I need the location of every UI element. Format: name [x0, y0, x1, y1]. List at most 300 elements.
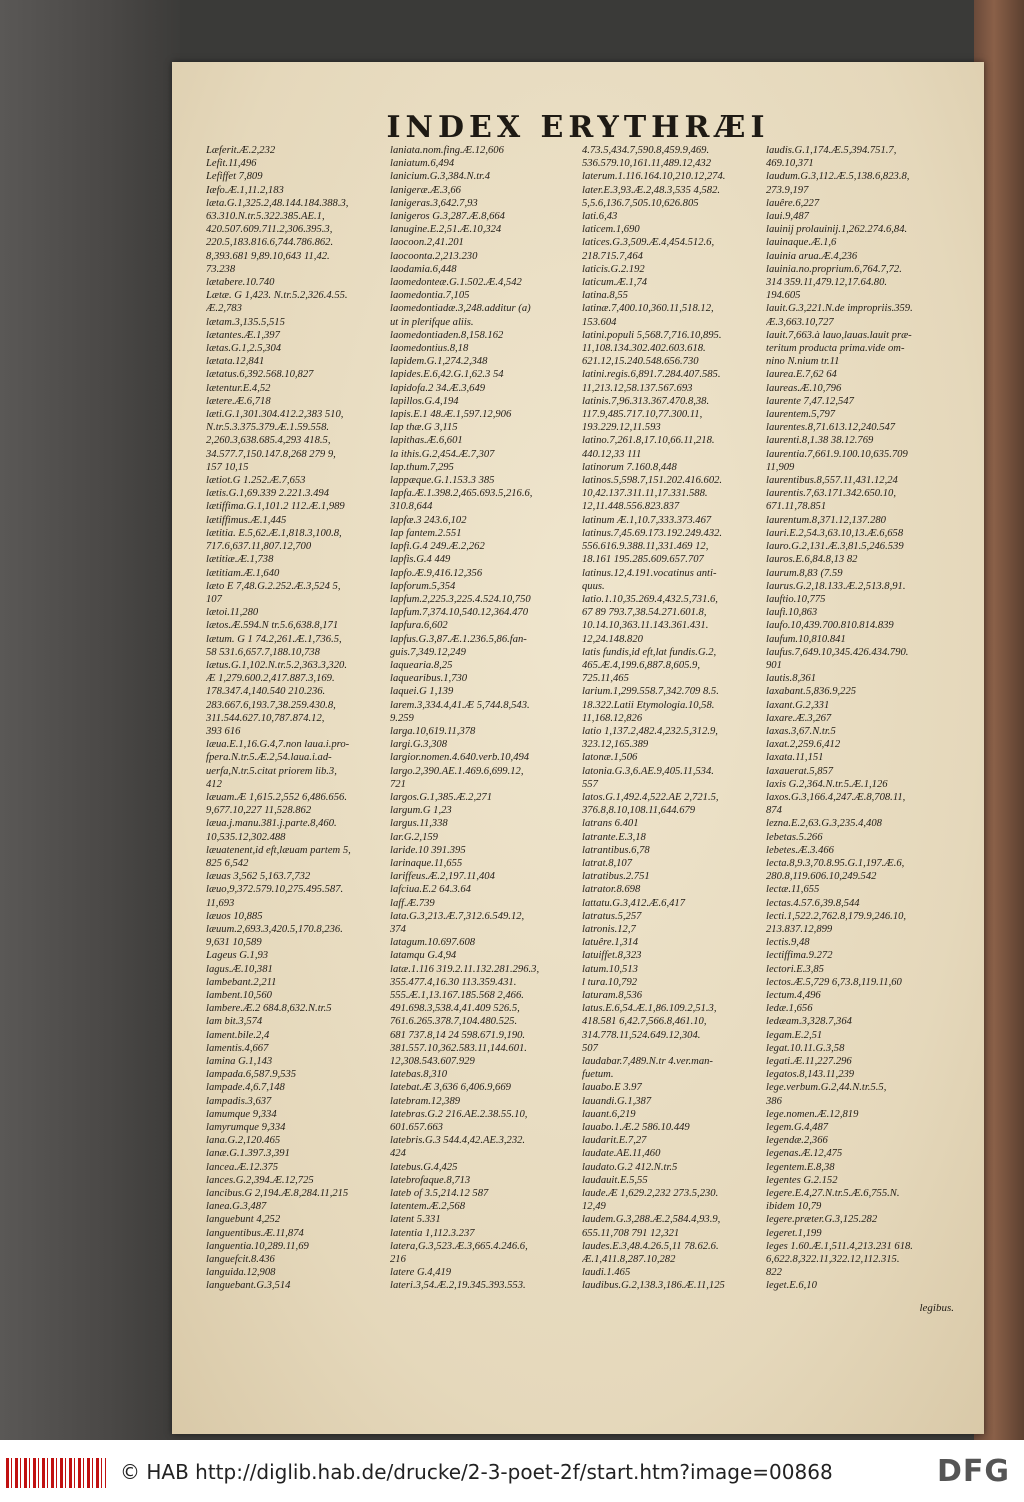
- index-entry: Æ.2,783: [206, 303, 242, 315]
- index-entry: 117.9,485.717.10,77.300.11,: [582, 409, 703, 421]
- index-entry: latis fundis,id eft,lat fundis.G.2,: [582, 646, 717, 658]
- index-entry: laudum.G.3,112.Æ.5,138.6,823.8,: [766, 171, 910, 183]
- index-entry: legam.E.2,51: [766, 1029, 823, 1041]
- index-entry: quus.: [582, 580, 605, 592]
- index-entry: laquei.G 1,139: [390, 686, 454, 698]
- index-entry: lauftio.10,775: [766, 593, 826, 605]
- index-entry: Læferit.Æ.2,232: [206, 145, 276, 156]
- index-entry: leget.E.6,10: [766, 1280, 817, 1292]
- index-entry: legentem.E.8,38: [766, 1161, 835, 1173]
- index-entry: lætum. G 1 74.2,261.Æ.1,736.5,: [206, 633, 342, 645]
- index-entry: lateb of 3.5,214.12 587: [390, 1188, 489, 1200]
- index-entry: laureas.Æ.10,796: [766, 382, 842, 394]
- index-entry: laudis.G.1,174.Æ.5,394.751.7,: [766, 145, 897, 156]
- index-entry: laurus.G.2,18.133.Æ.2,513.8,91.: [766, 580, 906, 592]
- index-entry: legatos.8,143.11,239: [766, 1069, 855, 1081]
- index-entry: fpera.N.tr.5.Æ.2,54.laua.i.ad-: [206, 752, 332, 764]
- index-entry: Lageus G.1,93: [206, 950, 269, 962]
- index-entry: latuiffet.8,323: [582, 950, 642, 962]
- index-entry: laudauit.E.5,55: [582, 1174, 648, 1186]
- index-entry: largos.G.1,385.Æ.2,271: [390, 791, 493, 803]
- index-entry: laude.Æ 1,629.2,232 273.5,230.: [582, 1188, 719, 1200]
- index-entry: laxauerat.5,857: [766, 765, 834, 777]
- index-entry: lapithas.Æ.6,601: [390, 435, 463, 447]
- index-entry: lament.bile.2,4: [206, 1029, 270, 1041]
- index-entry: ledæ.1,656: [766, 1003, 813, 1015]
- index-entry: lætatus.6,392.568.10,827: [206, 369, 314, 381]
- index-entry: lapidem.G.1,274.2,348: [390, 356, 488, 368]
- index-entry: larem.3,334.4,41.Æ 5,744.8,543.: [390, 699, 530, 711]
- index-entry: ledæam.3,328.7,364: [766, 1016, 852, 1028]
- index-entry: latæ.1.116 319.2.11.132.281.296.3,: [390, 963, 540, 975]
- index-entry: ut in plerifque aliis.: [390, 316, 474, 328]
- index-entry: 9,677.10,227 11,528.862: [206, 805, 312, 817]
- index-entry: 218.715.7,464: [582, 250, 643, 262]
- index-entry: lambent.10,560: [206, 990, 272, 1001]
- index-entry: uerfa,N.tr.5.citat priorem lib.3,: [206, 765, 337, 777]
- index-entry: lætam.3,135.5,515: [206, 316, 285, 328]
- index-entry: lancea.Æ.12.375: [206, 1161, 279, 1173]
- index-entry: lanigeras.3,642.7,93: [390, 197, 478, 209]
- index-entry: legeret.1,199: [766, 1227, 822, 1239]
- index-entry: latentia 1,112.3.237: [390, 1227, 475, 1239]
- index-entry: lambebant.2,211: [206, 976, 277, 988]
- index-entry: lampadis.3,637: [206, 1095, 272, 1107]
- index-entry: 717.6,637.11,807.12,700: [206, 541, 312, 553]
- index-entry: laudate.AE.11,460: [582, 1148, 661, 1160]
- index-entry: 2,260.3,638.685.4,293 418.5,: [206, 435, 331, 447]
- index-entry: lauandi.G.1,387: [582, 1095, 652, 1107]
- index-entry: laurentibus.8,557.11,431.12,24: [766, 475, 898, 487]
- index-entry: lege.verbum.G.2,44.N.tr.5.5,: [766, 1082, 887, 1094]
- index-entry: laudes.E.3,48.4.26.5,11 78.62.6.: [582, 1240, 719, 1252]
- index-entry: laxare.Æ.3,267: [766, 712, 832, 724]
- index-entry: 157 10,15: [206, 461, 249, 473]
- index-entry: 314 359.11,479.12,17.64.80.: [766, 277, 888, 289]
- index-entry: læta.G.1,325.2,48.144.184.388.3,: [206, 197, 349, 209]
- index-entry: 73.238: [206, 263, 236, 275]
- index-entry: 273.9,197: [766, 184, 809, 196]
- index-entry: lana.G.2,120.465: [206, 1135, 281, 1147]
- index-entry: Lefiffet 7,809: [206, 171, 263, 183]
- index-entry: lapfo.Æ.9,416.12,356: [390, 567, 483, 579]
- index-column-3: [582, 144, 762, 1404]
- index-entry: 194.605: [766, 290, 801, 302]
- index-entry: 8,393.681 9,89.10,643 11,42.: [206, 250, 330, 262]
- index-entry: laufo.10,439.700.810.814.839: [766, 620, 894, 632]
- index-entry: laomedonteæ.G.1.502.Æ.4,542: [390, 277, 522, 289]
- index-entry: 10,535.12,302.488: [206, 831, 286, 843]
- index-entry: latum.10,513: [582, 963, 638, 975]
- index-entry: lagus.Æ.10,381: [206, 963, 273, 975]
- index-entry: lauant.6,219: [582, 1108, 636, 1120]
- index-entry: guis.7,349.12,249: [390, 646, 466, 658]
- index-entry: N.tr.5.3.375.379.Æ.1.59.558.: [206, 422, 330, 434]
- index-entry: lætiffima.G.1,101.2 112.Æ.1,989: [206, 501, 345, 513]
- index-entry: 418.581 6,42.7,566.8,461.10,: [582, 1016, 707, 1028]
- index-entry: 11,213.12,58.137.567.693: [582, 382, 693, 394]
- index-entry: largum.G 1,23: [390, 805, 452, 817]
- index-entry: latagum.10.697.608: [390, 937, 476, 949]
- index-entry: 822: [766, 1267, 782, 1279]
- index-entry: lanugine.E.2,51.Æ.10,324: [390, 224, 502, 236]
- index-entry: lauros.E.6,84.8,13 82: [766, 554, 858, 566]
- index-entry: 310.8,644: [390, 501, 433, 513]
- index-entry: lapis.E.1 48.Æ.1,597.12,906: [390, 409, 512, 421]
- index-entry: læuos 10,885: [206, 910, 263, 922]
- index-entry: Æ 1,279.600.2,417.887.3,169.: [206, 673, 335, 685]
- index-entry: 11,693: [206, 897, 235, 909]
- index-entry: lætata.12,841: [206, 356, 265, 368]
- index-entry: 11,909: [766, 461, 795, 473]
- index-entry: latini.regis.6,891.7.284.407.585.: [582, 369, 721, 381]
- index-entry: Æ.3,663.10,727: [766, 316, 834, 328]
- index-entry: laomedontia.7,105: [390, 290, 470, 302]
- index-entry: laurum.8,83 (7.59: [766, 567, 843, 579]
- page-title: INDEX ERYTHRÆI: [386, 110, 770, 145]
- index-entry: laterum.1.116.164.10,210.12,274.: [582, 171, 726, 183]
- index-entry: 374: [390, 923, 406, 935]
- index-entry: 681 737.8,14 24 598.671.9,190.: [390, 1029, 526, 1041]
- index-entry: latio 1,137.2,482.4,232.5,312.9,: [582, 725, 718, 737]
- index-entry: languentibus.Æ.11,874: [206, 1227, 304, 1239]
- index-entry: lamentis.4,667: [206, 1042, 269, 1054]
- index-columns: [206, 144, 968, 1404]
- index-entry: lectæ.11,655: [766, 884, 820, 896]
- index-entry: latentem.Æ.2,568: [390, 1201, 466, 1213]
- index-entry: lecti.1,522.2,762.8,179.9,246.10,: [766, 910, 907, 922]
- index-entry: latebus.G.4,425: [390, 1161, 458, 1173]
- index-entry: 6,622.8,322.11,322.12,112.315.: [766, 1254, 900, 1266]
- index-entry: latinus.7,45.69.173.192.249.432.: [582, 527, 723, 539]
- index-entry: 67 89 793.7,38.54.271.601.8,: [582, 607, 707, 619]
- index-entry: læuo,9,372.579.10,275.495.587.: [206, 884, 344, 896]
- index-entry: laurente 7,47.12,547: [766, 395, 854, 407]
- index-entry: Lefit.11,496: [206, 158, 257, 170]
- index-entry: latina.8,55: [582, 290, 628, 302]
- catchword: legibus.: [919, 1302, 954, 1314]
- index-entry: laodamia.6,448: [390, 263, 457, 275]
- index-entry: lampade.4,6.7,148: [206, 1082, 285, 1094]
- index-entry: lætoi.11,280: [206, 607, 259, 619]
- index-entry: latino.7,261.8,17.10,66.11,218.: [582, 435, 715, 447]
- index-entry: lauinia arua.Æ.4,236: [766, 250, 858, 262]
- index-entry: Æ.1,411.8,287.10,282: [582, 1254, 676, 1266]
- index-entry: laudem.G.3,288.Æ.2,584.4,93.9,: [582, 1214, 721, 1226]
- index-entry: lapfi.G.4 249.Æ.2,262: [390, 541, 485, 553]
- index-entry: laniata.nom.fing.Æ.12,606: [390, 145, 504, 156]
- index-entry: laudibus.G.2,138.3,186.Æ.11,125: [582, 1280, 725, 1292]
- index-entry: lætis.G.1,69.339 2.221.3.494: [206, 488, 330, 500]
- index-entry: lectori.E.3,85: [766, 963, 824, 975]
- index-entry: latinum Æ.1,10.7,333.373.467: [582, 514, 712, 526]
- index-entry: læto E 7,48.G.2.252.Æ.3,524 5,: [206, 580, 341, 592]
- index-entry: latera,G.3,523.Æ.3,665.4.246.6,: [390, 1240, 528, 1252]
- index-entry: 283.667.6,193.7,38.259.430.8,: [206, 699, 336, 711]
- index-entry: 491.698.3,538.4,41.409 526.5,: [390, 1003, 520, 1015]
- index-entry: 12,308.543.607.929: [390, 1056, 475, 1068]
- index-entry: Iæfo.Æ.1,11.2,183: [206, 184, 284, 196]
- index-entry: laxis G.2,364.N.tr.5.Æ.1,126: [766, 778, 888, 790]
- index-entry: lauro.G.2,131.Æ.3,81.5,246.539: [766, 541, 904, 553]
- index-entry: 220.5,183.816.6,744.786.862.: [206, 237, 334, 249]
- index-entry: laudabar.7,489.N.tr 4.ver.man-: [582, 1056, 713, 1068]
- index-entry: lar.G.2,159: [390, 831, 438, 843]
- index-entry: 4.73.5,434.7,590.8,459.9,469.: [582, 145, 710, 156]
- index-entry: latent 5.331: [390, 1214, 441, 1226]
- index-entry: lanigeros G.3,287.Æ.8,664: [390, 211, 505, 223]
- index-entry: latos.G.1,492.4,522.AE 2,721.5,: [582, 791, 719, 803]
- index-entry: latebas.8,310: [390, 1069, 448, 1081]
- index-entry: 556.616.9.388.11,331.469 12,: [582, 541, 709, 553]
- index-entry: lauri.E.2,54.3,63.10,13.Æ.6,658: [766, 527, 904, 539]
- index-entry: 874: [766, 805, 782, 817]
- index-entry: legenas.Æ.12,475: [766, 1148, 843, 1160]
- index-entry: 469.10,371: [766, 158, 814, 170]
- copyright-link[interactable]: © HAB http://diglib.hab.de/drucke/2-3-poet-2f/start.htm?image=00868: [120, 1460, 833, 1484]
- index-entry: lances.G.2,394.Æ.12,725: [206, 1174, 314, 1186]
- index-entry: laufum.10,810.841: [766, 633, 846, 645]
- index-entry: laui.9,487: [766, 211, 809, 223]
- index-entry: 9.259: [390, 712, 414, 724]
- index-entry: lætantes.Æ.1,397: [206, 329, 280, 341]
- index-entry: 9,631 10,589: [206, 937, 262, 949]
- index-entry: laufi.10,863: [766, 607, 818, 619]
- index-entry: 34.577.7,150.147.8,268 279 9,: [206, 448, 336, 460]
- index-entry: lætos.Æ.594.N tr.5.6,638.8,171: [206, 620, 339, 632]
- viewer-footer: [0, 1440, 1024, 1502]
- index-entry: lapfæ.3 243.6,102: [390, 514, 467, 526]
- index-entry: latonæ.1,506: [582, 752, 638, 764]
- index-entry: 621.12,15.240.548.656.730: [582, 356, 699, 368]
- index-entry: 555.Æ.1,13.167.185.568 2,466.: [390, 990, 524, 1001]
- index-entry: 440.12,33 111: [582, 448, 642, 460]
- index-entry: 420.507.609.711.2,306.395.3,: [206, 224, 333, 236]
- index-entry: laocoonta.2,213.230: [390, 250, 478, 262]
- index-entry: languefcit.8.436: [206, 1254, 275, 1266]
- index-entry: lauit.G.3,221.N.de impropriis.359.: [766, 303, 913, 315]
- index-entry: latebram.12,389: [390, 1095, 461, 1107]
- index-entry: languebant.G.3,514: [206, 1280, 291, 1292]
- index-entry: 386: [766, 1095, 782, 1107]
- index-entry: latinorum 7.160.8,448: [582, 461, 677, 473]
- index-entry: lauinia.no.proprium.6,764.7,72.: [766, 263, 902, 275]
- index-entry: laurentes.8,71.613.12,240.547: [766, 422, 896, 434]
- index-entry: 536.579.10,161.11,489.12,432: [582, 158, 711, 170]
- index-entry: 323.12,165.389: [582, 739, 649, 751]
- index-entry: la ithis.G.2,454.Æ.7,307: [390, 448, 495, 460]
- index-entry: lætitiam.Æ.1,640: [206, 567, 280, 579]
- index-entry: latus.E.6,54.Æ.1,86.109.2,51.3,: [582, 1003, 717, 1015]
- index-entry: laxant.G.2,331: [766, 699, 830, 711]
- index-entry: lati.6,43: [582, 211, 618, 223]
- index-entry: latamqu G.4,94: [390, 950, 457, 962]
- index-entry: 5,5.6,136.7,505.10,626.805: [582, 197, 699, 209]
- index-entry: lapfus.G.3,87.Æ.1.236.5,86.fan-: [390, 633, 527, 645]
- index-entry: larga.10,619.11,378: [390, 725, 476, 737]
- index-entry: læua.j.manu.381.j.parte.8,460.: [206, 818, 337, 830]
- index-entry: lauabo.1.Æ.2 586.10.449: [582, 1122, 690, 1134]
- index-entry: laxata.11,151: [766, 752, 824, 764]
- index-entry: latrans 6.401: [582, 818, 639, 830]
- index-entry: 381.557.10,362.583.11,144.601.: [390, 1042, 527, 1054]
- index-entry: lapillos.G.4,194: [390, 395, 459, 407]
- index-entry: lauit.7,663.à lauo,lauas.lauit præ-: [766, 329, 912, 341]
- index-entry: laocoon.2,41.201: [390, 237, 464, 249]
- index-entry: lamyrumque 9,334: [206, 1122, 286, 1134]
- index-entry: laufus.7,649.10,345.426.434.790.: [766, 646, 909, 658]
- index-entry: lancibus.G 2,194.Æ.8,284.11,215: [206, 1188, 349, 1200]
- index-entry: lauêre.6,227: [766, 197, 820, 209]
- index-entry: 213.837.12,899: [766, 923, 833, 935]
- index-entry: laurenti.8,1.38 38.12.769: [766, 435, 874, 447]
- index-entry: latrator.8.698: [582, 884, 641, 896]
- index-entry: laudato.G.2 412.N.tr.5: [582, 1161, 678, 1173]
- index-entry: lap thæ.G 3,115: [390, 422, 458, 434]
- index-entry: latrante.E.3,18: [582, 831, 646, 843]
- index-entry: lectas.4.57.6,39.8,544: [766, 897, 860, 909]
- index-entry: legem.G.4,487: [766, 1122, 829, 1134]
- index-entry: lectis.9,48: [766, 937, 810, 949]
- index-entry: latebat.Æ 3,636 6,406.9,669: [390, 1082, 511, 1094]
- index-entry: laxas.3,67.N.tr.5: [766, 725, 836, 737]
- index-column-1: [206, 144, 384, 1404]
- index-entry: latebrofaque.8,713: [390, 1174, 471, 1186]
- index-entry: latratibus.2.751: [582, 871, 650, 883]
- index-entry: 671.11,78.851: [766, 501, 827, 513]
- index-entry: lauabo.E 3.97: [582, 1082, 642, 1094]
- index-entry: lapfura.6,602: [390, 620, 448, 632]
- index-entry: lapforum.5,354: [390, 580, 456, 592]
- index-entry: lectiffima.9.272: [766, 950, 833, 962]
- index-entry: lebetas.5.266: [766, 831, 823, 843]
- index-entry: ibidem 10,79: [766, 1201, 822, 1213]
- index-entry: 412: [206, 778, 222, 790]
- index-entry: 507: [582, 1042, 598, 1054]
- index-entry: lætas.G.1,2.5,304: [206, 343, 282, 355]
- index-entry: lætiffimus.Æ.1,445: [206, 514, 287, 526]
- scan-background-left: [0, 0, 180, 1440]
- index-entry: larium.1,299.558.7,342.709 8.5.: [582, 686, 719, 698]
- index-entry: læua.E.1,16.G.4,7.non laua.i.pro-: [206, 739, 350, 751]
- index-entry: legere.præter.G.3,125.282: [766, 1214, 878, 1226]
- index-entry: latrantibus.6,78: [582, 844, 650, 856]
- index-entry: 18.161 195.285.609.657.707: [582, 554, 704, 566]
- index-entry: 901: [766, 659, 782, 671]
- index-entry: legentes G.2.152: [766, 1174, 838, 1186]
- index-entry: lebetes.Æ.3.466: [766, 844, 834, 856]
- index-entry: lapfum.2,225.3,225.4.524.10,750: [390, 593, 531, 605]
- index-entry: 557: [582, 778, 598, 790]
- index-entry: latinos.5,598.7,151.202.416.602.: [582, 475, 723, 487]
- index-entry: lætere.Æ.6,718: [206, 395, 271, 407]
- index-entry: laturam.8,536: [582, 990, 643, 1001]
- index-entry: latonia.G.3,6.AE.9,405.11,534.: [582, 765, 714, 777]
- index-entry: lauinij prolauinij.1,262.274.6,84.: [766, 224, 908, 236]
- index-entry: lanicium.G.3,384.N.tr.4: [390, 171, 491, 183]
- index-entry: lattatu.G.3,412.Æ.6,417: [582, 897, 685, 909]
- index-entry: 12,24.148.820: [582, 633, 643, 645]
- index-entry: laxat.2,259.6,412: [766, 739, 841, 751]
- index-entry: 655.11,708 791 12,321: [582, 1227, 680, 1239]
- index-entry: lata.G.3,213.Æ.7,312.6.549.12,: [390, 910, 525, 922]
- index-entry: leges 1.60.Æ.1,511.4,213.231 618.: [766, 1240, 913, 1252]
- index-entry: laniatum.6,494: [390, 158, 455, 170]
- index-entry: laxos.G.3,166.4,247.Æ.8,708.11,: [766, 791, 906, 803]
- index-entry: laurentem.5,797: [766, 409, 836, 421]
- index-entry: laff.Æ.739: [390, 897, 435, 909]
- index-entry: later.E.3,93.Æ.2,48.3,535 4,582.: [582, 184, 721, 196]
- index-entry: 424: [390, 1148, 406, 1160]
- index-entry: latrat.8,107: [582, 857, 633, 869]
- index-entry: latronis.12,7: [582, 923, 636, 935]
- index-entry: lapfa.Æ.1.398.2,465.693.5,216.6,: [390, 488, 533, 500]
- index-entry: lectos.Æ.5,729 6,73.8,119.11,60: [766, 976, 902, 988]
- index-entry: 63.310.N.tr.5.322.385.AE.1,: [206, 211, 325, 223]
- index-entry: laticis.G.2.192: [582, 263, 645, 275]
- index-entry: laurentum.8,371.12,137.280: [766, 514, 886, 526]
- index-entry: 393 616: [206, 725, 241, 737]
- index-column-2: [390, 144, 575, 1404]
- index-entry: 601.657.663: [390, 1122, 443, 1134]
- index-entry: 376.8,8.10,108.11,644.679: [582, 805, 696, 817]
- index-entry: largo.2,390.AE.1.469.6,699.12,: [390, 765, 524, 777]
- index-entry: læti.G.1,301.304.412.2,383 510,: [206, 409, 344, 421]
- index-entry: lætentur.E.4,52: [206, 382, 271, 394]
- index-entry: latinis.7,96.313.367.470.8,38.: [582, 395, 710, 407]
- index-entry: lætus.G.1,102.N.tr.5.2,363.3,320.: [206, 659, 347, 671]
- index-entry: lecta.8,9.3,70.8.95.G.1,197.Æ.6,: [766, 857, 905, 869]
- index-entry: laurea.E.7,62 64: [766, 369, 837, 381]
- index-entry: latuêre.1,314: [582, 937, 639, 949]
- index-entry: laquearibus.1,730: [390, 673, 468, 685]
- index-entry: latinæ.7,400.10,360.11,518.12,: [582, 303, 714, 315]
- index-entry: lampada.6,587.9,535: [206, 1069, 297, 1081]
- index-entry: lafciua.E.2 64.3.64: [390, 884, 471, 896]
- index-entry: latere G.4,419: [390, 1267, 452, 1279]
- index-entry: latices.G.3,509.Æ.4,454.512.6,: [582, 237, 715, 249]
- index-entry: larinaque.11,655: [390, 857, 463, 869]
- index-entry: laride.10 391.395: [390, 844, 466, 856]
- index-entry: laticum.Æ.1,74: [582, 277, 648, 289]
- index-entry: legere.E.4,27.N.tr.5.Æ.6,755.N.: [766, 1188, 900, 1200]
- index-entry: læuatenent,id eft,læuam partem 5,: [206, 844, 351, 856]
- index-entry: 314.778.11,524.649.12,304.: [582, 1029, 701, 1041]
- index-entry: latebris.G.3 544.4,42.AE.3,232.: [390, 1135, 526, 1147]
- index-entry: l tura.10,792: [582, 976, 638, 988]
- index-entry: lap fantem.2.551: [390, 527, 462, 539]
- index-entry: 280.8,119.606.10,249.542: [766, 871, 877, 883]
- index-entry: lætiot.G 1.252.Æ.7,653: [206, 475, 306, 487]
- index-entry: lectum.4,496: [766, 990, 821, 1001]
- index-entry: laudi.1.465: [582, 1267, 631, 1279]
- book-page: [172, 62, 984, 1434]
- index-entry: laomedontiadæ.3,248.additur (a): [390, 303, 531, 315]
- index-entry: lætitiæ.Æ.1,738: [206, 554, 274, 566]
- index-entry: latratus.5,257: [582, 910, 642, 922]
- index-entry: laquearia.8,25: [390, 659, 453, 671]
- index-entry: 10.14.10,363.11.143.361.431.: [582, 620, 709, 632]
- index-entry: lariffeus.Æ.2,197.11,404: [390, 871, 495, 883]
- index-entry: 721: [390, 778, 406, 790]
- index-entry: 193.229.12,11.593: [582, 422, 661, 434]
- index-entry: latebras.G.2 216.AE.2.38.55.10,: [390, 1108, 528, 1120]
- index-entry: latio.1.10,35.269.4,432.5,731.6,: [582, 593, 718, 605]
- index-entry: lanigeræ.Æ.3,66: [390, 184, 461, 196]
- index-entry: languebunt 4,252: [206, 1214, 281, 1226]
- index-entry: lezna.E.2,63.G.3,235.4,408: [766, 818, 882, 830]
- index-entry: lapfis.G.4 449: [390, 554, 451, 566]
